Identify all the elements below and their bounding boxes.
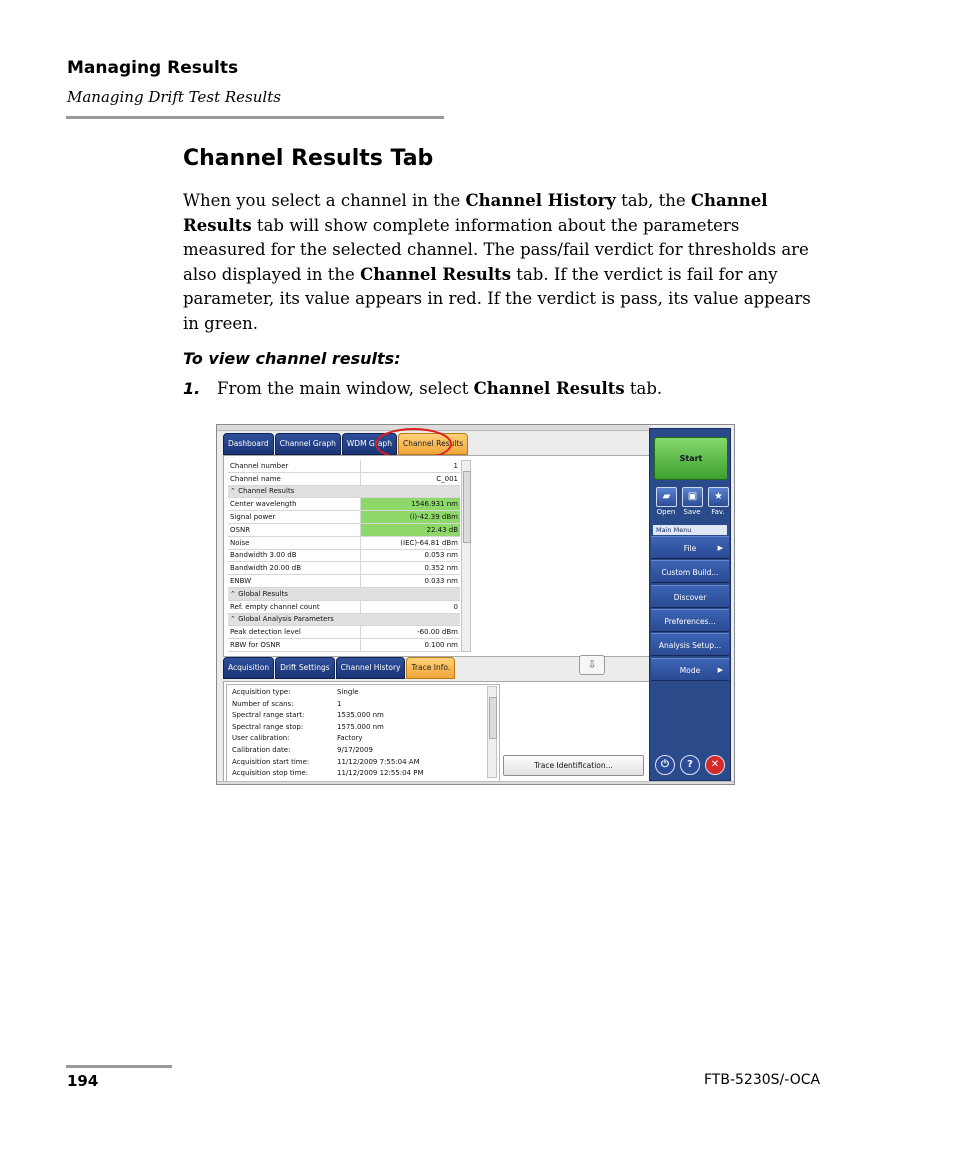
result-row xyxy=(228,536,460,549)
text-run: From the main window, select xyxy=(217,379,474,398)
footer-rule xyxy=(66,1065,172,1068)
main-menu-label: Main Menu xyxy=(653,525,727,535)
close-icon[interactable]: ✕ xyxy=(705,755,725,775)
bold-term: Channel Results xyxy=(360,264,512,284)
trace-info-label: Calibration date: xyxy=(232,746,291,754)
power-icon[interactable]: ⏻ xyxy=(655,755,675,775)
result-label: Signal power xyxy=(228,511,361,524)
trace-identification-button[interactable]: Trace Identification... xyxy=(503,755,644,776)
toolbar-label: Fav. xyxy=(711,508,725,516)
trace-info-row xyxy=(232,700,341,712)
trace-info-label: Acquisition stop time: xyxy=(232,769,309,778)
trace-info-scrollbar[interactable] xyxy=(487,686,497,778)
results-table xyxy=(228,460,460,652)
section-label: ⌃ Global Results xyxy=(228,587,460,600)
result-row xyxy=(228,575,460,588)
bold-term: Channel Results xyxy=(183,191,768,235)
toolbar-label: Save xyxy=(683,508,701,516)
result-label: Bandwidth 3.00 dB xyxy=(228,549,361,562)
menu-item-label: Analysis Setup... xyxy=(658,641,722,651)
result-value: 0.100 nm xyxy=(361,639,461,652)
result-row xyxy=(228,460,460,472)
result-row xyxy=(228,639,460,652)
text-run: tab will show complete information about the parameters measured for the selected channel. The pass/fail verdict for thresholds are also displayed in the xyxy=(183,215,809,284)
section-row[interactable] xyxy=(228,485,460,498)
result-value: (IEC)-64.81 dBm xyxy=(361,536,461,549)
result-label: Bandwidth 20.00 dB xyxy=(228,562,361,575)
result-label: ENBW xyxy=(228,575,361,588)
result-label: Channel number xyxy=(228,460,361,472)
trace-info-label: Spectral range start: xyxy=(232,711,305,720)
result-value: 0 xyxy=(361,600,461,613)
section-row[interactable] xyxy=(228,613,460,626)
menu-item-label: Preferences... xyxy=(664,616,716,626)
trace-info-row xyxy=(232,758,420,770)
text-run: When you select a channel in the xyxy=(183,191,466,210)
section-row[interactable] xyxy=(228,587,460,600)
menu-item-label: File xyxy=(683,544,697,553)
text-run: tab. xyxy=(624,379,663,398)
running-header-subtitle: Managing Drift Test Results xyxy=(67,88,281,106)
menu-item-discover[interactable] xyxy=(651,585,729,608)
tab-dashboard[interactable]: Dashboard xyxy=(223,433,274,455)
section-label: ⌃ Global Analysis Parameters xyxy=(228,613,460,626)
menu-item-file[interactable] xyxy=(651,536,729,559)
section-heading: Channel Results Tab xyxy=(183,146,434,171)
tab-channel-history[interactable]: Channel History xyxy=(336,657,406,679)
result-value: 1 xyxy=(361,460,461,472)
trace-info-value: 9/17/2009 xyxy=(337,746,373,754)
trace-info-row xyxy=(232,723,384,735)
channel-results-panel xyxy=(223,455,651,657)
step-text xyxy=(217,379,662,398)
tab-wdm-graph[interactable]: WDM Graph xyxy=(342,433,397,455)
result-value: 0.352 nm xyxy=(361,562,461,575)
result-label: Ref. empty channel count xyxy=(228,600,361,613)
result-row xyxy=(228,549,460,562)
trace-info-value: Factory xyxy=(337,734,363,743)
trace-info-value: Single xyxy=(337,688,359,696)
trace-info-value: 1535.000 nm xyxy=(337,711,384,720)
tab-channel-graph[interactable]: Channel Graph xyxy=(275,433,341,455)
tab-channel-results[interactable]: Channel Results xyxy=(398,433,468,455)
result-value: -60.00 dBm xyxy=(361,626,461,639)
bold-term: Channel Results xyxy=(473,379,625,398)
chevron-right-icon: ▶ xyxy=(717,665,723,674)
result-label: Noise xyxy=(228,536,361,549)
result-value: (i)-42.39 dBm xyxy=(361,511,461,524)
start-button[interactable]: Start xyxy=(654,437,728,480)
text-run: tab, the xyxy=(615,191,691,210)
result-row xyxy=(228,498,460,511)
trace-info-row xyxy=(232,769,424,781)
sidebar xyxy=(649,428,731,781)
menu-item-label: Mode xyxy=(679,665,701,675)
menu-item-label: Custom Build... xyxy=(661,568,719,578)
trace-info-label: Acquisition type: xyxy=(232,688,291,696)
trace-info-row xyxy=(232,688,359,700)
result-row xyxy=(228,511,460,524)
app-screenshot xyxy=(216,424,735,785)
menu-item-label: Discover xyxy=(673,592,707,602)
chevron-right-icon: ▶ xyxy=(717,544,723,552)
tab-trace-info[interactable]: Trace Info. xyxy=(406,657,455,679)
document-id: FTB-5230S/-OCA xyxy=(704,1072,821,1088)
result-label: Peak detection level xyxy=(228,626,361,639)
result-value: C_001 xyxy=(361,472,461,485)
folder-open-icon[interactable]: ▰ xyxy=(656,487,677,507)
body-paragraph xyxy=(183,189,823,337)
menu-item-analysis-setup[interactable] xyxy=(651,633,729,656)
trace-info-value: 1575.000 nm xyxy=(337,722,384,731)
trace-info-value: 1 xyxy=(337,699,342,708)
menu-item-preferences[interactable] xyxy=(651,609,729,632)
trace-info-panel xyxy=(223,681,651,783)
running-header-title: Managing Results xyxy=(67,58,239,78)
result-label: OSNR xyxy=(228,523,361,536)
tab-drift-settings[interactable]: Drift Settings xyxy=(275,657,335,679)
trace-info-row xyxy=(232,734,363,746)
header-rule xyxy=(66,116,444,119)
menu-item-mode[interactable] xyxy=(651,658,729,681)
trace-info-list xyxy=(226,684,500,782)
collapse-arrow-button[interactable]: ⇩ xyxy=(579,655,605,675)
save-icon[interactable]: ▣ xyxy=(682,487,703,507)
result-row xyxy=(228,600,460,613)
trace-info-row xyxy=(232,711,384,723)
status-bar xyxy=(217,781,734,785)
result-value: 0.053 nm xyxy=(361,549,461,562)
result-value: 22.43 dB xyxy=(361,523,461,536)
result-value: 1546.931 nm xyxy=(361,498,461,511)
step-number: 1. xyxy=(183,379,201,398)
page-number: 194 xyxy=(67,1072,99,1090)
trace-info-label: Spectral range stop: xyxy=(232,722,304,731)
trace-info-value: 11/12/2009 7:55:04 AM xyxy=(337,757,420,766)
trace-info-label: Number of scans: xyxy=(232,699,294,708)
procedure-title: To view channel results: xyxy=(183,349,401,368)
menu-item-custom-build[interactable] xyxy=(651,560,729,583)
result-value: 0.033 nm xyxy=(361,575,461,588)
result-label: RBW for OSNR xyxy=(228,639,361,652)
toolbar-label: Open xyxy=(656,508,676,516)
trace-info-value: 11/12/2009 12:55:04 PM xyxy=(337,769,424,778)
result-label: Center wavelength xyxy=(228,498,361,511)
result-row xyxy=(228,626,460,639)
trace-info-label: User calibration: xyxy=(232,734,290,743)
result-row xyxy=(228,472,460,485)
trace-info-row xyxy=(232,746,373,758)
result-row xyxy=(228,523,460,536)
section-label: ⌃ Channel Results xyxy=(228,485,460,498)
result-label: Channel name xyxy=(228,472,361,485)
results-scrollbar[interactable] xyxy=(461,460,471,652)
bold-term: Channel History xyxy=(465,191,616,210)
text-run: tab. If the verdict is fail for any parameter, its value appears in red. If the verdict is pass, its value appears in green. xyxy=(183,264,811,333)
trace-info-label: Acquisition start time: xyxy=(232,757,310,766)
help-icon[interactable]: ? xyxy=(680,755,700,775)
tab-acquisition[interactable]: Acquisition xyxy=(223,657,274,679)
bottom-tab-bar xyxy=(223,657,456,679)
result-row xyxy=(228,562,460,575)
star-icon[interactable]: ★ xyxy=(708,487,729,507)
